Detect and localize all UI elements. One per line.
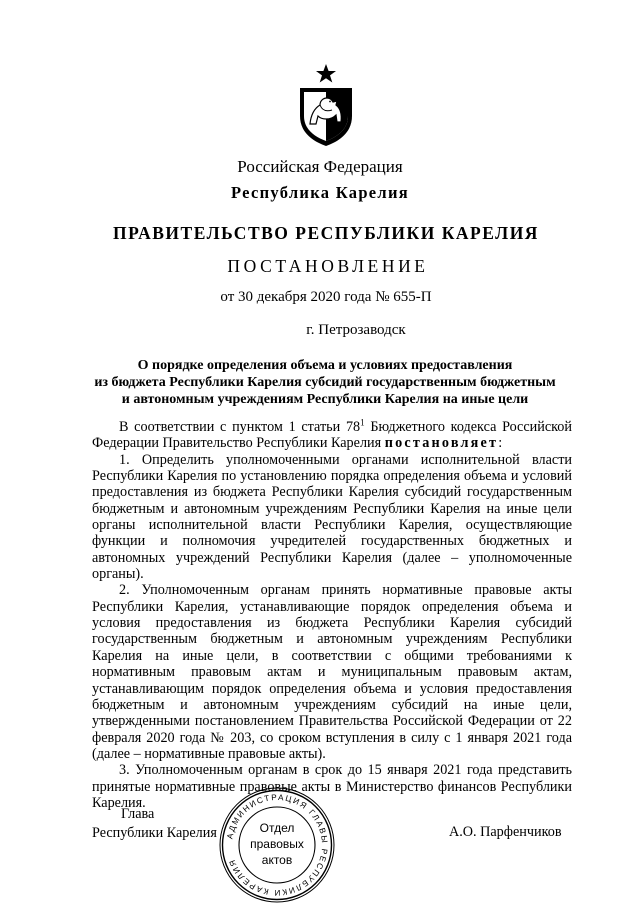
city: г. Петрозаводск: [306, 322, 406, 338]
signatory-title-line1: Глава: [121, 806, 155, 822]
document-subject: [60, 357, 590, 408]
paragraph-2: 2. Уполномоченным органам принять нормативные правовые акты Республики Карелия, устанавливающие порядок определения объема и условия предоставления из бюджета Республики Карелия субсидий государственным бюджетным и автономным учреждениям Республики Карелия на иные цели, в соответствии с общими требованиями к нормативным правовым актам и муниципальным правовым актам, устанавливающим порядок определения объема и условия предоставления бюджетным и автономным учреждениям субсидий на иные цели, утвержденными постановлением Правительства Российской Федерации от 22 февраля 2020 года № 203, со сроком вступления в силу с 1 января 2021 года (далее – нормативные правовые акты).: [92, 582, 572, 762]
intro-text: В соответствии с пунктом 1 статьи 78: [119, 419, 361, 435]
republic-name: Республика Карелия: [230, 183, 410, 202]
signatory-name: А.О. Парфенчиков: [449, 824, 562, 840]
stamp-center-line1: Отдел: [259, 821, 295, 835]
resolves-keyword: постановляет: [384, 435, 499, 452]
paragraph-3: 3. Уполномоченным органам в срок до 15 января 2021 года представить принятые нормативные правовые акты в Министерство финансов Республики Карелия.: [92, 762, 572, 811]
document-body: [92, 419, 572, 811]
stamp-center-line3: актов: [261, 853, 293, 867]
signatory-title-line2: Республики Карелия: [92, 825, 217, 841]
government-title: ПРАВИТЕЛЬСТВО РЕСПУБЛИКИ КАРЕЛИЯ: [113, 223, 539, 243]
karelia-coat-of-arms-emblem: [296, 62, 356, 147]
official-stamp: [218, 786, 336, 904]
subject-line: О порядке определения объема и условиях предоставления: [137, 358, 513, 373]
country-name: Российская Федерация: [237, 157, 403, 176]
stamp-ring-text: АДМИНИСТРАЦИЯ ГЛАВЫ РЕСПУБЛИКИ КАРЕЛИЯ: [225, 792, 330, 898]
intro-text-continued: Бюджетного кодекса Российской Федерации Правительство Республики Карелия: [92, 419, 572, 452]
paragraph-1: 1. Определить уполномоченными органами исполнительной власти Республики Карелия по установлению порядка определения объема и условий предоставления из бюджета Республики Карелия субсидий государственным бюджетным и автономным учреждениям Республики Карелия на иные цели органы исполнительной власти Республики Карелия, осуществляющие функции и полномочия учредителей государственных бюджетных и автономных учреждений Республики Карелия (далее – уполномоченные органы).: [92, 451, 572, 583]
signatory-title: [92, 805, 217, 843]
subject-line: из бюджета Республики Карелия субсидий государственным бюджетным: [94, 375, 556, 390]
subject-line: и автономным учреждениям Республики Карелия на иные цели: [121, 392, 529, 407]
intro-end: :: [498, 435, 503, 452]
document-type: ПОСТАНОВЛЕНИЕ: [227, 256, 429, 276]
date-and-number: от 30 декабря 2020 года № 655-П: [220, 289, 432, 305]
intro-paragraph: [92, 419, 572, 452]
article-superscript: 1: [360, 417, 365, 428]
stamp-center-line2: правовых: [250, 837, 304, 851]
